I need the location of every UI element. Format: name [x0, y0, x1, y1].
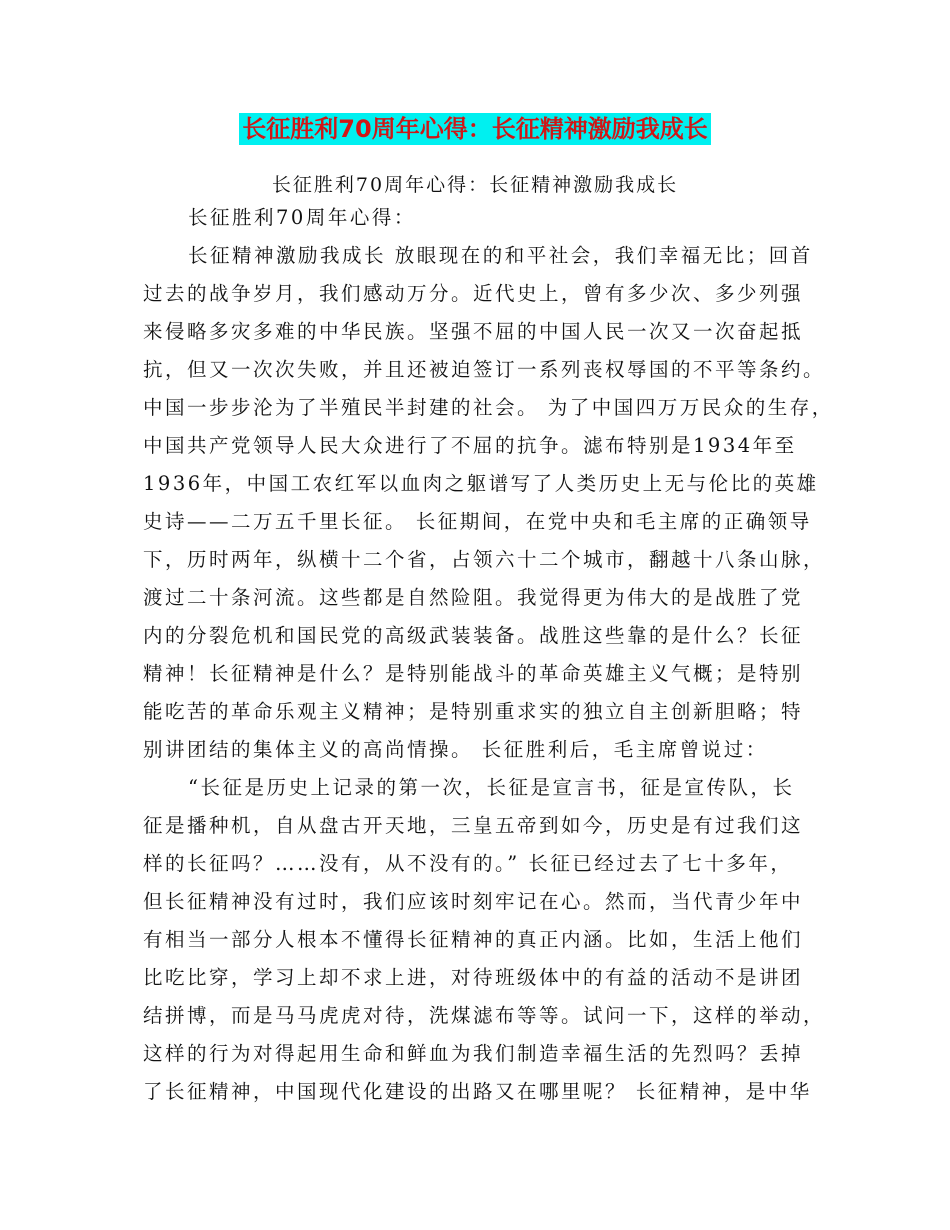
- body-line-5: 抗，但又一次次失败，并且还被迫签订一系列丧权辱国的不平等条约。: [143, 358, 826, 381]
- document-title: 长征胜利70周年心得：长征精神激励我成长: [239, 113, 710, 145]
- body-line-9: 史诗——二万五千里长征。 长征期间，在党中央和毛主席的正确领导: [143, 510, 812, 533]
- body-line-19: 但长征精神没有过时，我们应该时刻牢记在心。然而，当代青少年中: [143, 890, 804, 913]
- body-line-8: 1936年，中国工农红军以血肉之躯谱写了人类历史上无与伦比的英雄: [143, 472, 819, 495]
- body-line-21: 比吃比穿，学习上却不求上进，对待班级体中的有益的活动不是讲团: [143, 966, 804, 989]
- body-line-6: 中国一步步沦为了半殖民半封建的社会。 为了中国四万万民众的生存，: [143, 396, 834, 419]
- body-line-17: 征是播种机，自从盘古开天地，三皇五帝到如今，历史是有过我们这: [143, 814, 804, 837]
- body-line-22: 结拼博，而是马马虎虎对待，洗煤滤布等等。试问一下，这样的举动，: [143, 1004, 826, 1027]
- body-line-20: 有相当一部分人根本不懂得长征精神的真正内涵。比如，生活上他们: [143, 928, 804, 951]
- body-line-2: 长征精神激励我成长 放眼现在的和平社会，我们幸福无比；回首: [188, 244, 813, 267]
- body-line-4: 来侵略多灾多难的中华民族。坚强不屈的中国人民一次又一次奋起抵: [143, 320, 804, 343]
- body-line-13: 精神！长征精神是什么？是特别能战斗的革命英雄主义气概；是特别: [143, 662, 804, 685]
- body-line-10: 下，历时两年，纵横十二个省，占领六十二个城市，翻越十八条山脉，: [143, 548, 826, 571]
- body-line-24: 了长征精神，中国现代化建设的出路又在哪里呢？ 长征精神，是中华: [143, 1080, 812, 1103]
- body-line-18: 样的长征吗？……没有，从不没有的。” 长征已经过去了七十多年，: [143, 852, 793, 875]
- body-line-14: 能吃苦的革命乐观主义精神；是特别重求实的独立自主创新胆略；特: [143, 700, 804, 723]
- body-line-23: 这样的行为对得起用生命和鲜血为我们制造幸福生活的先烈吗？丢掉: [143, 1042, 804, 1065]
- body-line-12: 内的分裂危机和国民党的高级武装装备。战胜这些靠的是什么？长征: [143, 624, 804, 647]
- body-line-11: 渡过二十条河流。这些都是自然险阻。我觉得更为伟大的是战胜了党: [143, 586, 804, 609]
- body-line-3: 过去的战争岁月，我们感动万分。近代史上，曾有多少次、多少列强: [143, 282, 804, 305]
- title-row: [0, 113, 950, 145]
- body-line-15: 别讲团结的集体主义的高尚情操。 长征胜利后，毛主席曾说过：: [143, 738, 768, 761]
- body-line-7: 中国共产党领导人民大众进行了不屈的抗争。滤布特别是1934年至: [143, 434, 797, 457]
- body-line-16: “长征是历史上记录的第一次，长征是宣言书，征是宣传队，长: [188, 776, 795, 799]
- document-subtitle: 长征胜利70周年心得：长征精神激励我成长: [271, 174, 679, 196]
- body-line-1: 长征胜利70周年心得：: [188, 206, 416, 229]
